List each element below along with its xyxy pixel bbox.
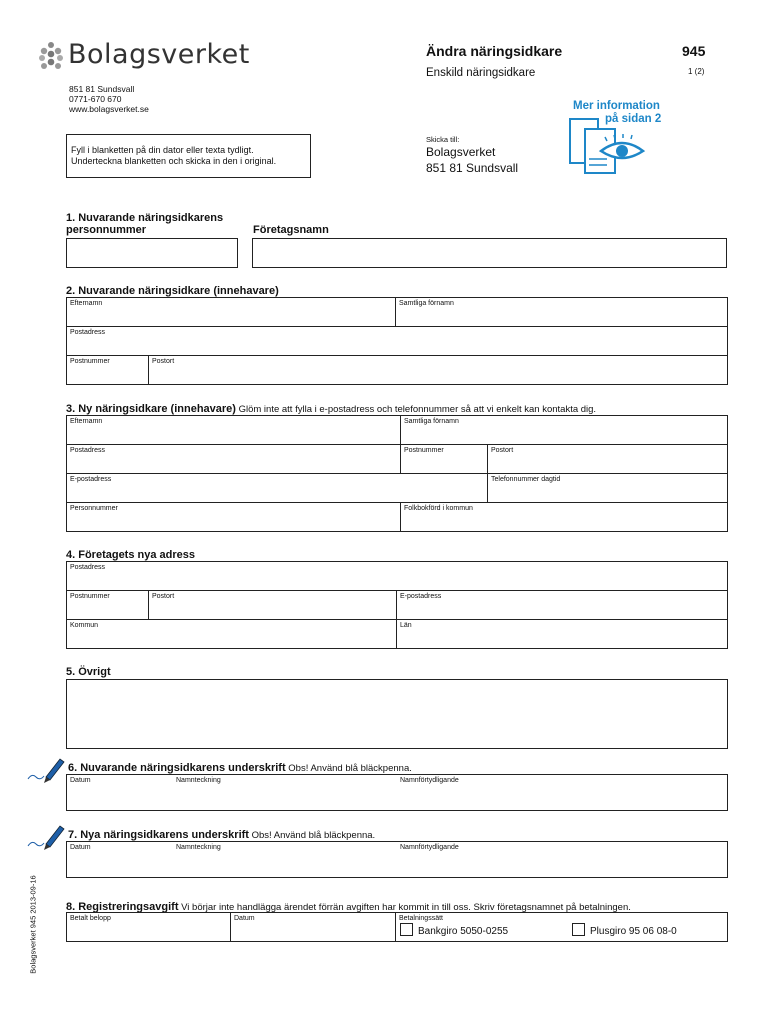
s4-postort-label: Postort [152, 593, 175, 600]
s7-namnteckning-field[interactable] [173, 842, 395, 877]
section6-title-text: 6. Nuvarande näringsidkarens underskrift [68, 762, 286, 774]
company-name-label: Företagsnamn [253, 224, 329, 236]
s4-postadress-field[interactable] [67, 562, 727, 590]
s3-postort-field[interactable] [488, 445, 727, 473]
s7-namnteckning-label: Namnteckning [176, 844, 221, 851]
section2-title: 2. Nuvarande näringsidkare (innehavare) [66, 285, 279, 297]
s4-epost-field[interactable] [397, 591, 727, 619]
section7-title-text: 7. Nya näringsidkarens underskrift [68, 829, 249, 841]
footer-vertical-text: Bolagsverket 945 2013-09-16 [28, 875, 38, 974]
s3-fornamn-label: Samtliga förnamn [404, 418, 459, 425]
s6-namnteckning-field[interactable] [173, 775, 395, 810]
s3-folkbokford-field[interactable] [401, 503, 727, 531]
s3-telefon-field[interactable] [488, 474, 727, 502]
s4-postnummer-label: Postnummer [70, 593, 110, 600]
instruction-line-2: Underteckna blanketten och skicka in den i original. [71, 156, 277, 166]
s3-telefon-label: Telefonnummer dagtid [491, 476, 561, 483]
s3-epost-field[interactable] [67, 474, 487, 502]
s8-datum-label: Datum [234, 915, 255, 922]
section6-form [66, 774, 728, 811]
s8-datum-field[interactable] [231, 913, 395, 941]
s3-postnummer-label: Postnummer [404, 447, 444, 454]
s2-postadress-label: Postadress [70, 329, 106, 336]
s3-personnummer-label: Personnummer [70, 505, 118, 512]
s6-namnteckning-label: Namnteckning [176, 777, 221, 784]
s4-epost-label: E-postadress [400, 593, 442, 600]
s2-postadress-field[interactable] [67, 327, 727, 355]
logo-text: Bolagsverket [68, 39, 250, 70]
s7-namnfortydligande-label: Namnförtydligande [400, 844, 459, 851]
form-number: 945 [682, 43, 706, 59]
s3-epost-label: E-postadress [70, 476, 112, 483]
s4-lan-label: Län [400, 622, 412, 629]
s6-datum-label: Datum [70, 777, 91, 784]
bankgiro-label: Bankgiro 5050-0255 [418, 926, 509, 937]
s4-lan-field[interactable] [397, 620, 727, 648]
s2-postort-field[interactable] [149, 356, 727, 384]
section8-note: Vi börjar inte handlägga ärendet förrän avgiften har kommit in till oss. Skriv företagsnamnet på betalningen. [178, 902, 631, 913]
s6-namnfortydligande-field[interactable] [397, 775, 727, 810]
address-block [69, 84, 149, 114]
instruction-line-1: Fyll i blanketten på din dator eller texta tydligt. [71, 145, 254, 155]
s7-namnfortydligande-field[interactable] [397, 842, 727, 877]
s4-kommun-field[interactable] [67, 620, 396, 648]
section3-title-text: 3. Ny näringsidkare (innehavare) [66, 403, 236, 415]
document-eye-icon [567, 115, 647, 175]
s8-betalningssatt-field [396, 913, 727, 941]
s2-postnummer-field[interactable] [67, 356, 148, 384]
section4-form [66, 561, 728, 649]
section8-title-text: 8. Registreringsavgift [66, 901, 179, 913]
s8-betalningssatt-label: Betalningssätt [399, 915, 443, 922]
section2-form [66, 297, 728, 385]
s4-postadress-label: Postadress [70, 564, 106, 571]
s2-efternamn-field[interactable] [67, 298, 395, 326]
personnummer-input[interactable] [66, 238, 238, 268]
more-info-badge[interactable] [565, 100, 675, 180]
pen-icon [26, 824, 66, 854]
s7-datum-field[interactable] [67, 842, 173, 877]
section1-title-line1: 1. Nuvarande näringsidkarens [66, 212, 224, 224]
s4-postort-field[interactable] [149, 591, 396, 619]
s2-fornamn-field[interactable] [396, 298, 727, 326]
s3-postadress-field[interactable] [67, 445, 400, 473]
phone-line: 0771-670 670 [69, 94, 122, 104]
send-to-label: Skicka till: [426, 135, 460, 144]
form-subtitle: Enskild näringsidkare [426, 67, 536, 79]
s3-postadress-label: Postadress [70, 447, 106, 454]
s8-belopp-field[interactable] [67, 913, 230, 941]
ovrigt-textarea[interactable] [66, 679, 728, 749]
s2-efternamn-label: Efternamn [70, 300, 103, 307]
s3-fornamn-field[interactable] [401, 416, 727, 444]
section4-title: 4. Företagets nya adress [66, 549, 196, 561]
s6-namnfortydligande-label: Namnförtydligande [400, 777, 459, 784]
logo-dots-icon [38, 42, 64, 72]
section3-form [66, 415, 728, 532]
company-name-input[interactable] [252, 238, 727, 268]
section7-note: Obs! Använd blå bläckpenna. [248, 830, 376, 841]
s6-datum-field[interactable] [67, 775, 173, 810]
section1-title-line2: personnummer [66, 224, 147, 236]
section3-title [66, 403, 596, 415]
instruction-box [66, 134, 311, 178]
bankgiro-checkbox[interactable] [400, 923, 413, 936]
s2-postnummer-label: Postnummer [70, 358, 110, 365]
s3-efternamn-field[interactable] [67, 416, 400, 444]
pen-icon [26, 757, 66, 787]
plusgiro-label: Plusgiro 95 06 08-0 [590, 926, 677, 937]
s3-folkbokford-label: Folkbokförd i kommun [404, 505, 473, 512]
more-info-line-2: på sidan 2 [605, 113, 662, 125]
section6-title [68, 762, 412, 774]
send-to-address: 851 81 Sundsvall [426, 161, 519, 175]
s3-efternamn-label: Efternamn [70, 418, 103, 425]
section1-title [66, 212, 223, 236]
more-info-line-1: Mer information [573, 100, 660, 112]
plusgiro-checkbox[interactable] [572, 923, 585, 936]
address-line: 851 81 Sundsvall [69, 84, 135, 94]
section7-title [68, 829, 375, 841]
send-to-name: Bolagsverket [426, 145, 496, 159]
s4-postnummer-field[interactable] [67, 591, 148, 619]
section7-form [66, 841, 728, 878]
section5-title: 5. Övrigt [66, 666, 111, 678]
section8-form [66, 912, 728, 942]
section6-note: Obs! Använd blå bläckpenna. [285, 763, 412, 774]
page-indicator: 1 (2) [688, 67, 705, 76]
s3-postort-label: Postort [491, 447, 514, 454]
section3-note: Glöm inte att fylla i e-postadress och telefonnummer så att vi enkelt kan kontakta dig. [235, 404, 597, 415]
s2-postort-label: Postort [152, 358, 175, 365]
s4-kommun-label: Kommun [70, 622, 99, 629]
s8-belopp-label: Betalt belopp [70, 915, 111, 922]
form-title: Ändra näringsidkare [426, 43, 563, 59]
s3-personnummer-field[interactable] [67, 503, 400, 531]
s3-postnummer-field[interactable] [401, 445, 487, 473]
s2-fornamn-label: Samtliga förnamn [399, 300, 454, 307]
s7-datum-label: Datum [70, 844, 91, 851]
website-line: www.bolagsverket.se [69, 104, 149, 114]
